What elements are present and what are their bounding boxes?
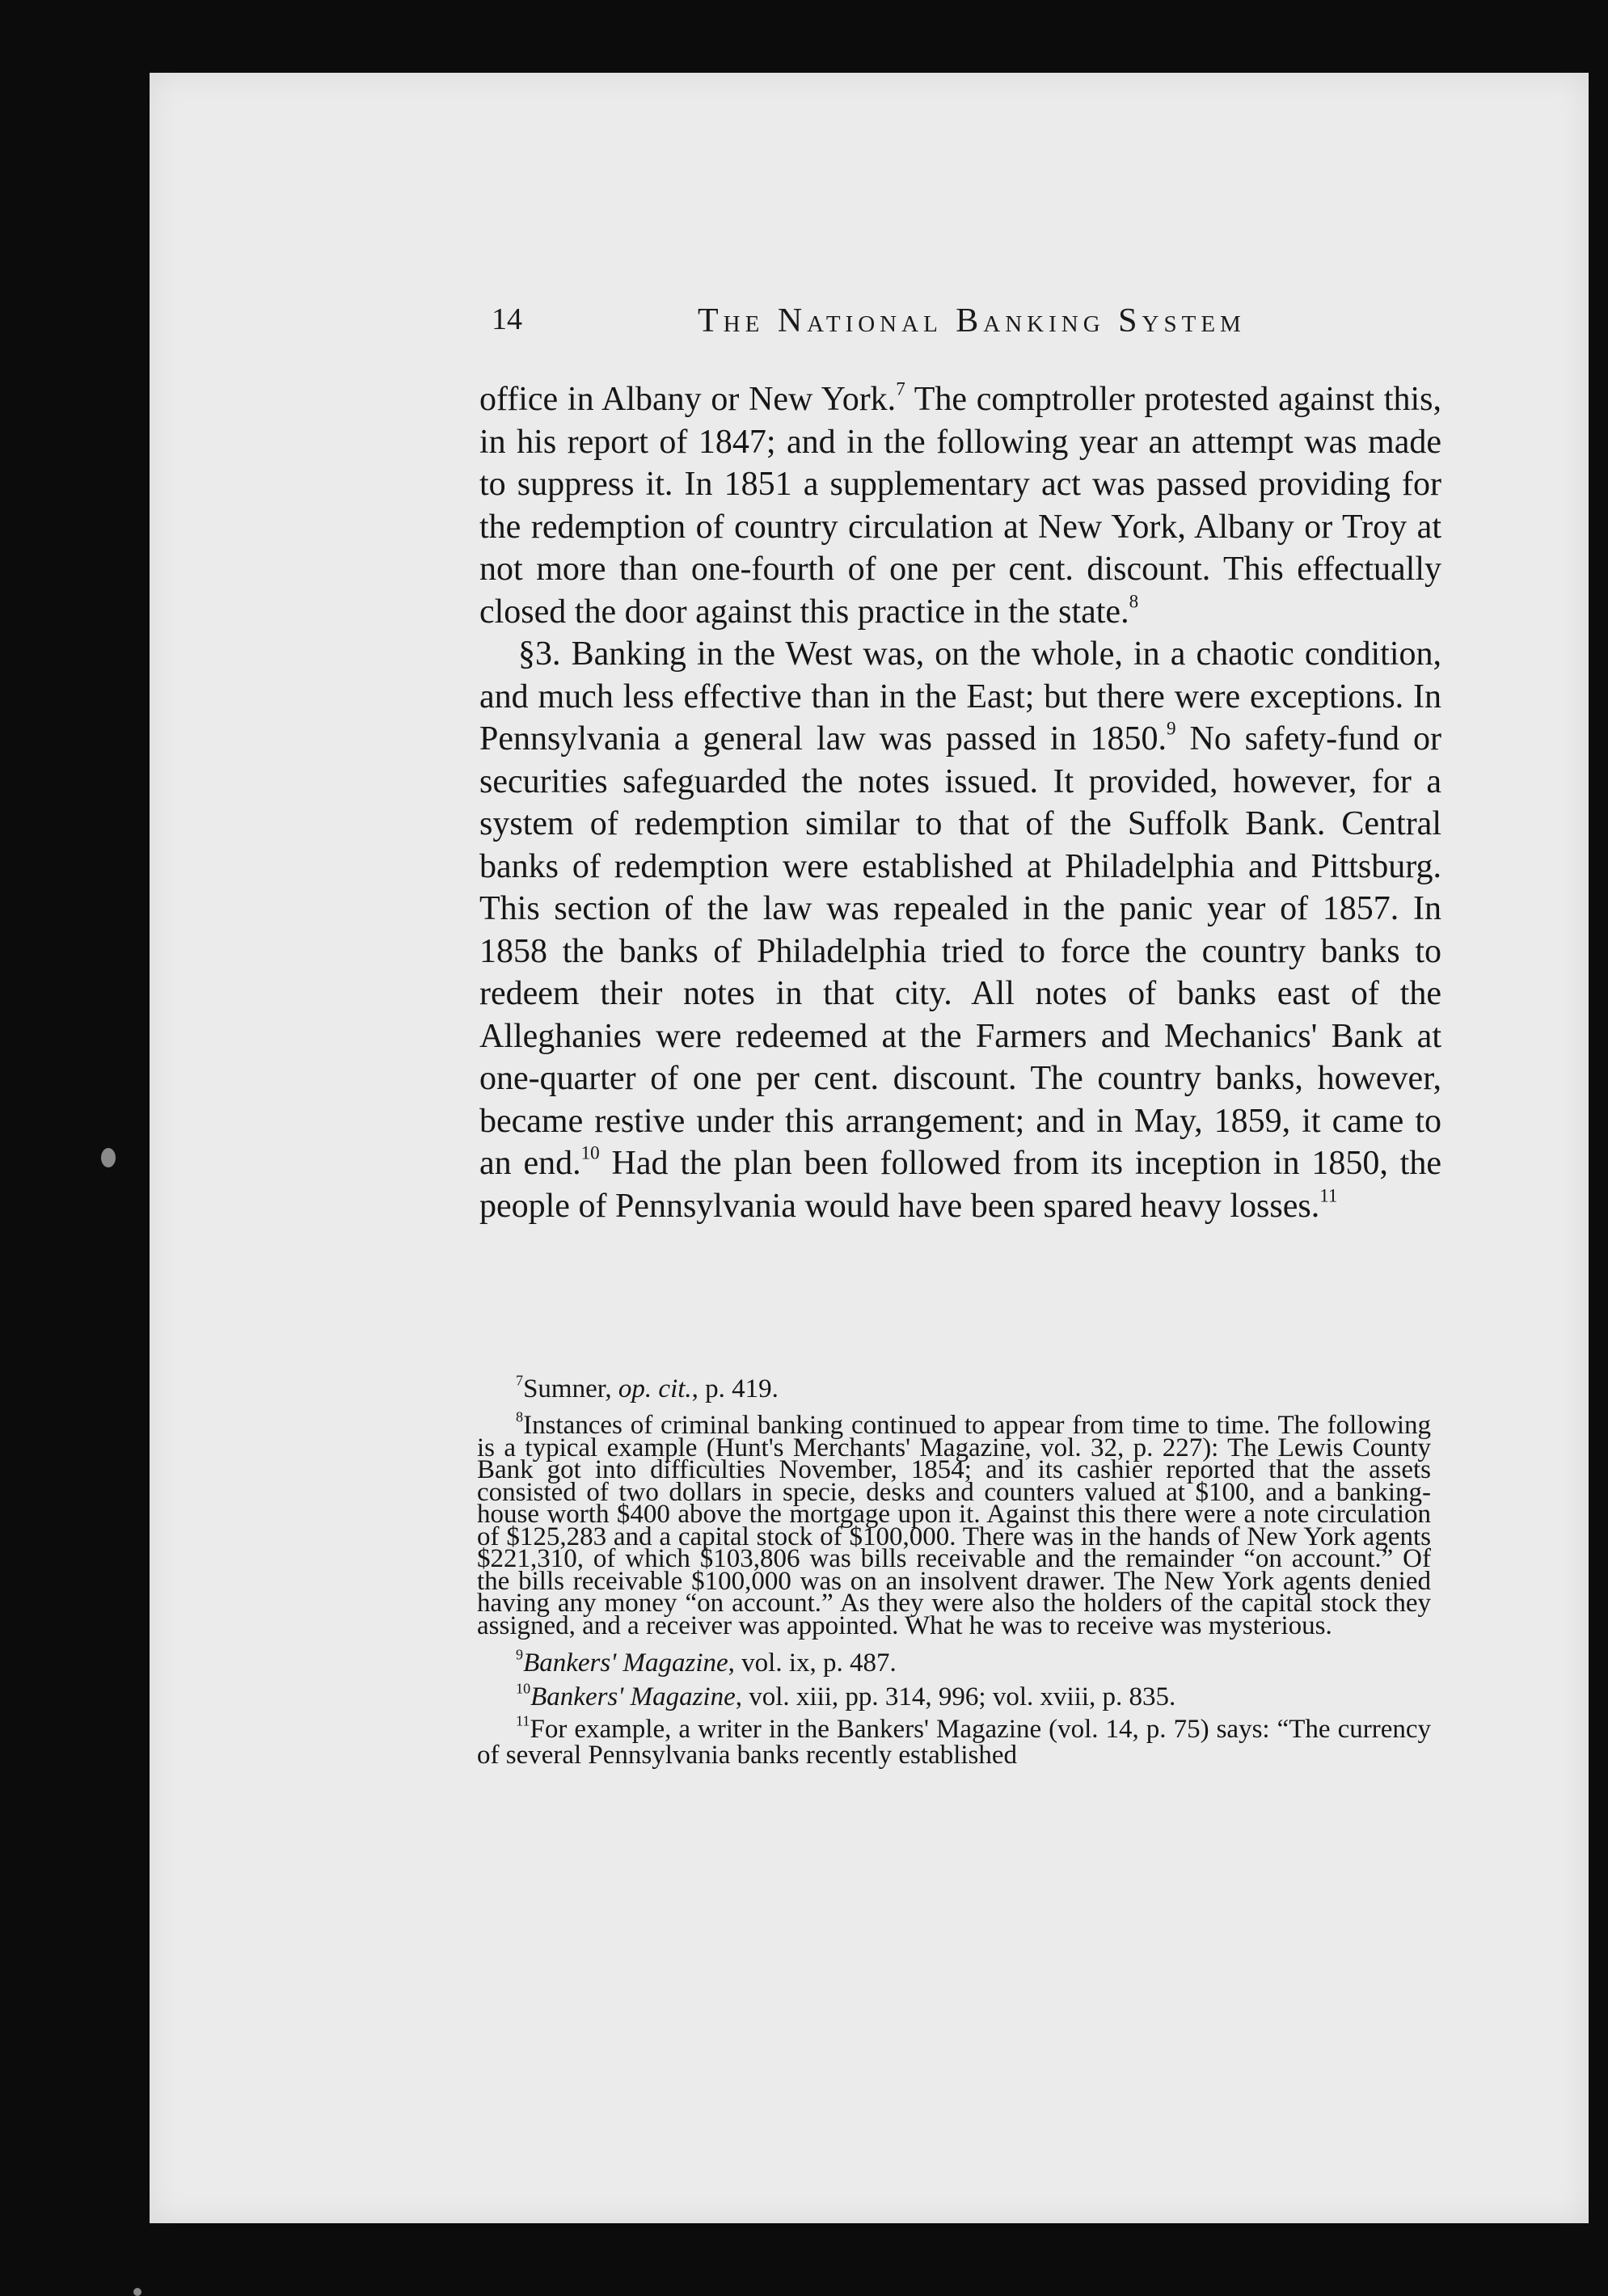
footnote-text: Sumner, bbox=[523, 1374, 618, 1403]
paragraph-text: office in Albany or New York. bbox=[479, 381, 897, 418]
scan-speck bbox=[101, 1148, 116, 1167]
footnote-mark: 11 bbox=[516, 1712, 530, 1729]
footnote-ref: 9 bbox=[1167, 717, 1176, 739]
footnote-text: Instances of criminal banking continued to appear from time to time. The following is a typical example (Hunt's Merchants' Magazine, vol. 32, p. 227): The Lewis County Bank got into difficulties November, 1854; and its cashier reported that the assets consisted of two dollars in specie, desks and counters valued at $100, and a banking-house worth $400 above the mortgage upon it. Against this there were a note circulation of $125,283 and a capital stock of $100,000. There was in the hands of New York agents $221,310, of which $103,806 was bills receivable and the remainder “on account.” Of the bills receivable $100,000 was on an insolvent drawer. The New York agents denied having any money “on account.” As they were also the holders of the capital stock they assigned, and a receiver was appointed. What he was to receive was mysterious. bbox=[477, 1411, 1431, 1640]
footnote bbox=[477, 1682, 1431, 1711]
footnote-ref: 11 bbox=[1319, 1184, 1338, 1206]
footnote-ref: 7 bbox=[896, 378, 905, 399]
footnote-italic: op. cit. bbox=[618, 1374, 692, 1403]
footnote-ref: 10 bbox=[580, 1142, 600, 1163]
main-text bbox=[479, 378, 1441, 1227]
paragraph-text: Had the plan been followed from its inception in 1850, the people of Pennsylvania would have been spared heavy losses. bbox=[479, 1145, 1441, 1225]
scan-speck bbox=[133, 2288, 141, 2296]
footnote-text: , vol. ix, p. 487. bbox=[728, 1648, 897, 1678]
paragraph-text: No safety-fund or securities safeguarded the notes issued. It provided, however, for a system of redemption similar to that of the Suffolk Bank. Central banks of redemption were established at Philadelphia and Pittsburg. This section of the law was repealed in the panic year of 1857. In 1858 the banks of Philadelphia tried to force the country banks to redeem their notes in that city. All notes of banks east of the Alleghanies were redeemed at the Farmers and Mechanics' Bank at one-quarter of one per cent. discount. The country banks, however, became restive under this arrangement; and in May, 1859, it came to an end. bbox=[479, 720, 1441, 1182]
footnote bbox=[477, 1408, 1431, 1640]
running-title: The National Banking System bbox=[698, 302, 1246, 340]
running-header bbox=[492, 302, 1450, 350]
paragraph-text: §3. Banking in the West was, on the whole, in a chaotic condition, and much less effective than in the East; but there were exceptions. In Pennsylvania a general law was passed in 1850. bbox=[479, 635, 1441, 758]
footnote-mark: 9 bbox=[516, 1646, 524, 1663]
footnote bbox=[477, 1374, 1431, 1403]
footnote-italic: Bankers' Magazine bbox=[523, 1648, 728, 1678]
footnote-text: , vol. xiii, pp. 314, 996; vol. xviii, p. 835. bbox=[735, 1682, 1176, 1711]
footnotes bbox=[477, 1374, 1431, 1768]
page-number: 14 bbox=[492, 302, 522, 336]
footnote-mark: 8 bbox=[516, 1408, 524, 1425]
paragraph-text: The comptroller protested against this, in his report of 1847; and in the following year an attempt was made to suppress it. In 1851 a supplementary act was passed providing for the redemption of country circulation at New York, Albany or Troy at not more than one-fourth of one per cent. discount. This effectually closed the door against this practice in the state. bbox=[479, 381, 1441, 631]
paragraph bbox=[479, 378, 1441, 633]
footnote bbox=[477, 1648, 1431, 1678]
footnote-text: , p. 419. bbox=[691, 1374, 779, 1403]
footnote-text: For example, a writer in the Bankers' Magazine (vol. 14, p. 75) says: “The currency of several Pennsylvania banks recently established bbox=[477, 1715, 1431, 1770]
footnote-ref: 8 bbox=[1129, 590, 1139, 612]
footnote-italic: Bankers' Magazine bbox=[530, 1682, 736, 1711]
footnote bbox=[477, 1712, 1431, 1770]
footnote-mark: 10 bbox=[516, 1680, 531, 1697]
paragraph bbox=[479, 633, 1441, 1227]
footnote-mark: 7 bbox=[516, 1372, 524, 1389]
